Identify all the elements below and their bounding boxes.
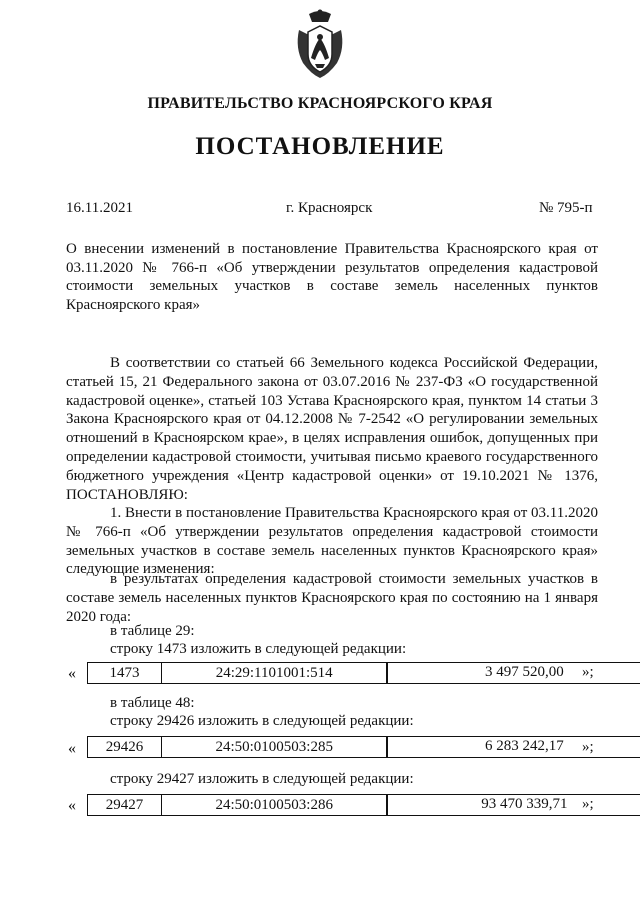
coat-of-arms-icon [295,8,345,80]
table-29-label: в таблице 29: [110,623,195,639]
close-quote: »; [582,739,594,755]
cadastral-value-cell: 3 497 520,00 [386,662,640,684]
organization-name: ПРАВИТЕЛЬСТВО КРАСНОЯРСКОГО КРАЯ [147,95,493,112]
document-title: О внесении изменений в постановление Правительства Красноярского края от 03.11.2020 № 766-п «Об утверждении результатов определения кадастровой стоимости земельных участков в составе земель населенных пунктов Красноярского края» [66,241,598,313]
row-29427-label: строку 29427 изложить в следующей редакции: [110,771,414,787]
document-date: 16.11.2021 [66,200,133,216]
row-number-cell: 29427 [87,794,162,816]
document-city: г. Красноярск [286,200,373,216]
table-row [87,794,640,816]
close-quote: »; [582,796,594,812]
open-quote: « [68,740,76,757]
item-1-paragraph: 1. Внести в постановление Правительства Красноярского края от 03.11.2020 № 766-п «Об утверждении результатов определения кадастровой стоимости земельных участков в составе земель населенных пунктов Красноярского края» следующие изменения: [66,505,598,578]
close-quote: »; [582,664,594,680]
row-number-cell: 29426 [87,736,162,758]
open-quote: « [68,797,76,814]
cadastral-value-cell: 6 283 242,17 [386,736,640,758]
open-quote: « [68,665,76,682]
table-row [87,662,640,684]
table-48-label: в таблице 48: [110,695,195,711]
cadastral-value-cell: 93 470 339,71 [386,794,640,816]
cadastral-number-cell: 24:50:0100503:285 [161,736,388,758]
document-number: № 795-п [539,200,593,216]
table-row [87,736,640,758]
preamble-paragraph: В соответствии со статьей 66 Земельного кодекса Российской Федерации, статьей 15, 21 Федерального закона от 03.07.2016 № 237-ФЗ «О государственной кадастровой оценке», статьей 103 Устава Красноярского края, пунктом 14 статьи 3 Закона Красноярского края от 04.12.2008 № 7-2542 «О регулировании земельных отношений в Красноярском крае», в целях исправления ошибок, допущенных при определении кадастровой стоимости, учитывая письмо краевого государственного бюджетного учреждения «Центр кадастровой оценки» от 19.10.2021 № 1376, ПОСТАНОВЛЯЮ: [66,355,598,503]
row-29426-label: строку 29426 изложить в следующей редакции: [110,713,414,729]
cadastral-number-cell: 24:50:0100503:286 [161,794,388,816]
item-1-sub-paragraph: в результатах определения кадастровой стоимости земельных участков в составе земель населенных пунктов Красноярского края по состоянию на 1 января 2020 года: [66,571,598,625]
row-1473-label: строку 1473 изложить в следующей редакции: [110,641,407,657]
row-number-cell: 1473 [87,662,162,684]
cadastral-number-cell: 24:29:1101001:514 [161,662,388,684]
document-type: ПОСТАНОВЛЕНИЕ [195,133,445,160]
